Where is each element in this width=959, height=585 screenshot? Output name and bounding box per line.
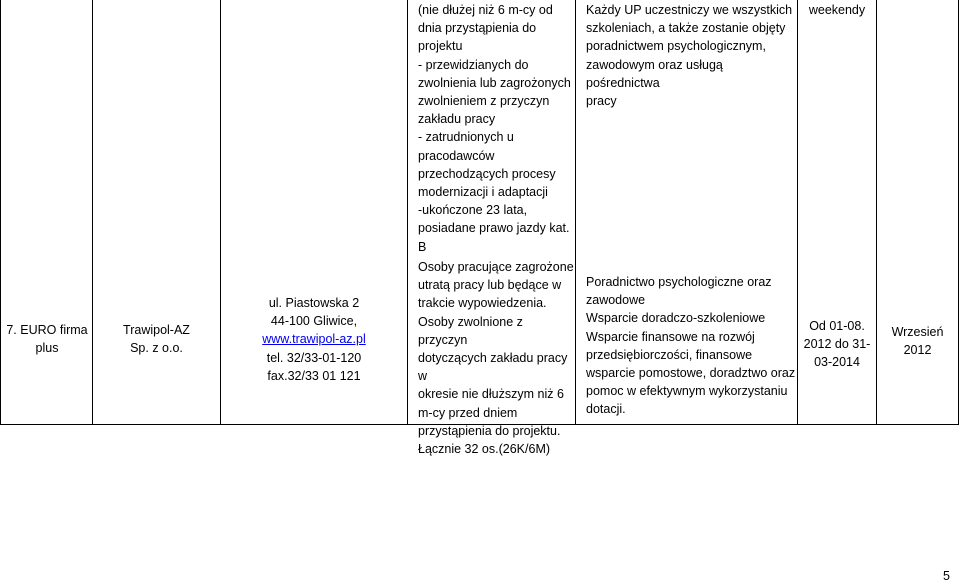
target-group-part1: (nie dłużej niż 6 m-cy od dnia przystąpienia do projektu - przewidzianych do zwolnienia lub zagrożonych zwolnieniem z przyczyn zakładu pracy - zatrudnionych u pracodawców przechodzących procesy modernizacji i adaptacji -ukończone 23 lata, posiadane prawo jazdy kat. B — [418, 3, 571, 254]
column-divider — [407, 0, 408, 425]
schedule-mode: weekendy — [808, 3, 866, 17]
column-divider — [876, 0, 877, 425]
schedule-period: Od 01-08. 2012 do 31- 03-2014 — [803, 319, 871, 370]
support-part1: Każdy UP uczestniczy we wszystkich szkoleniach, a także zostanie objęty poradnictwem psychologicznym, zawodowym oraz usługą pośrednictwa pracy — [586, 3, 793, 109]
column-divider — [92, 0, 93, 425]
column-divider — [575, 0, 576, 425]
address-tel: tel. 32/33-01-120 — [266, 350, 362, 365]
company-name: Trawipol-AZ Sp. z o.o. — [123, 323, 190, 356]
address-city: 44-100 Gliwice, — [270, 314, 358, 329]
table-border — [0, 0, 1, 425]
company-address — [222, 294, 406, 385]
support-part2: Poradnictwo psychologiczne oraz zawodowe Wsparcie doradczo-szkoleniowe Wsparcie finansowe na rozwój przedsiębiorczości, finansowe wsparcie pomostowe, doradztwo oraz pomoc w efektywnym wykorzystaniu dotacji. — [586, 275, 796, 417]
program-name: 7. EURO firma plus — [6, 323, 88, 356]
page-number: 5 — [943, 569, 950, 583]
website-link[interactable]: www.trawipol-az.pl — [262, 332, 366, 347]
start-date: Wrzesień 2012 — [891, 325, 944, 358]
address-street: ul. Piastowska 2 — [268, 296, 360, 310]
column-divider — [220, 0, 221, 425]
target-group-part2: Osoby pracujące zagrożone utratą pracy lub będące w trakcie wypowiedzenia. Osoby zwolnione z przyczyn dotyczących zakładu pracy w okresie nie dłuższym niż 6 m-cy przed dniem przystąpienia do projektu. Łącznie 32 os.(26K/6M) — [418, 260, 574, 457]
address-fax: fax.32/33 01 121 — [267, 368, 361, 383]
